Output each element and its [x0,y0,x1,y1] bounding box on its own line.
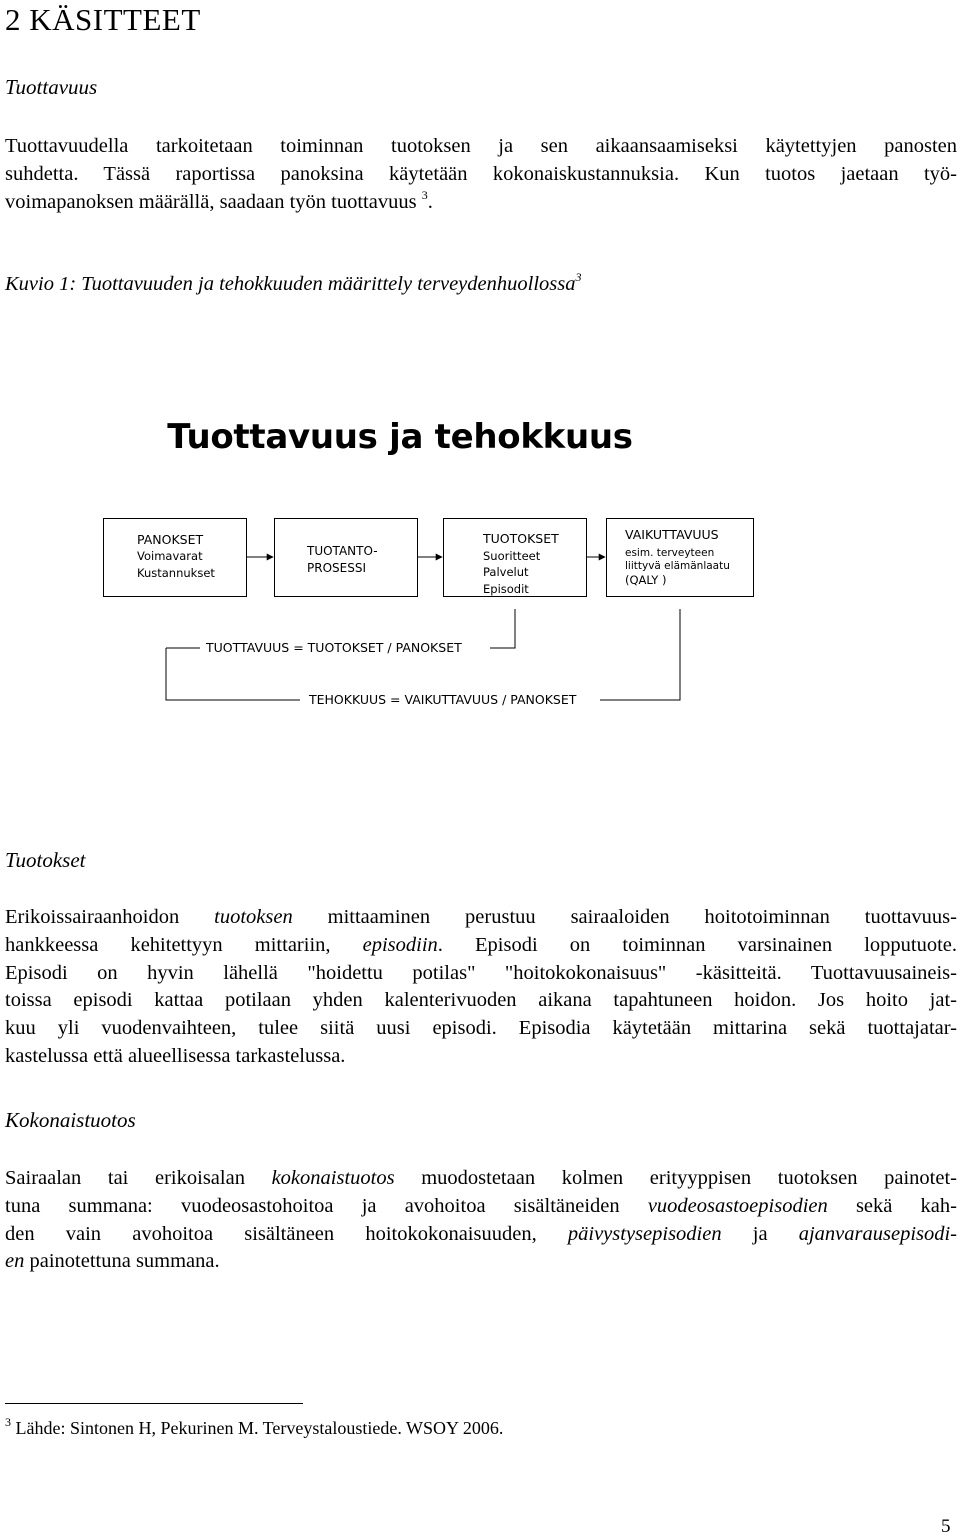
connector-efficiency-left [166,648,300,700]
box-tuotokset-heading: TUOTOKSET [483,531,559,546]
paragraph-line-text: voimapanoksen määrällä, saadaan työn tuottavuus [5,190,417,213]
box-panokset-line: Voimavarat [137,549,203,563]
box-vaikuttavuus-heading: VAIKUTTAVUUS [625,527,719,542]
figure-caption-ref: 3 [575,270,582,284]
paragraph-line [5,1248,957,1276]
footnote-rule [5,1403,303,1404]
footnote-number: 3 [5,1415,11,1429]
emphasis: kokonaistuotos [271,1167,395,1189]
section-title-tuotokset: Tuotokset [5,848,86,872]
text-run: painotettuna summana. [24,1250,220,1273]
paragraph-kokonaistuotos [5,1165,957,1276]
paragraph-line: kuu yli vuodenvaihteen, tulee siitä uusi episodi. Episodia käytetään mittarina sekä tuottajatar- [5,1017,957,1040]
box-tuotokset-line: Palvelut [483,565,529,579]
box-panokset-heading: PANOKSET [137,532,204,547]
box-vaikuttavuus-line: (QALY ) [625,573,667,587]
page-number: 5 [941,1516,951,1537]
text-run: . Episodi on toiminnan varsinainen lopputuote. [437,933,958,956]
paragraph-line: Tuottavuudella tarkoitetaan toiminnan tuotoksen ja sen aikaansaamiseksi käytettyjen panosten [5,135,957,157]
paragraph-line: toissa episodi kattaa potilaan yhden kalenterivuoden aikana tapahtuneen hoidon. Jos hoito jat- [5,989,957,1012]
text-run: sekä kah- [827,1194,957,1217]
box-vaikuttavuus-line: liittyvä elämänlaatu [625,560,730,572]
box-tuotantoprosessi-line: TUOTANTO- [307,544,378,558]
formula-productivity: TUOTTAVUUS = TUOTOKSET / PANOKSET [206,640,462,655]
box-tuotokset-line: Episodit [483,581,529,596]
emphasis: vuodeosastoepisodien [647,1194,828,1217]
text-run: ja [721,1222,799,1245]
text-run: Sairaalan tai erikoisalan [5,1167,272,1189]
paragraph-line: Episodi on hyvin lähellä "hoidettu potilas" "hoitokokonaisuus" -käsitteitä. Tuottavuusaineis- [5,961,957,984]
section-title-tuottavuus: Tuottavuus [5,75,98,99]
diagram-connectors [0,0,960,760]
box-vaikuttavuus-line: esim. terveyteen [625,547,715,559]
text-run: hankkeessa kehitettyyn mittariin, [5,933,363,956]
paragraph-line [5,932,957,960]
emphasis: tuotoksen [214,906,293,928]
chapter-heading: 2 KÄSITTEET [5,2,201,37]
connector-efficiency-right [600,609,680,700]
paragraph-tuotokset [5,904,957,1071]
connector-productivity-right [490,609,515,648]
figure-caption-text: Kuvio 1: Tuottavuuden ja tehokkuuden määrittely terveydenhuollossa [5,273,576,295]
text-run: den vain avohoitoa sisältäneen hoitokokonaisuuden, [5,1222,568,1245]
box-tuotantoprosessi-line: PROSESSI [307,561,366,575]
emphasis: päivystysepisodien [567,1222,722,1245]
emphasis: en [5,1250,25,1273]
sentence-end: . [427,190,433,213]
text-run: mittaaminen perustuu sairaaloiden hoitotoiminnan tuottavuus- [292,906,957,928]
paragraph-line [5,904,957,932]
text-run: Erikoissairaanhoidon [5,906,215,928]
section-title-kokonaistuotos: Kokonaistuotos [5,1108,136,1132]
emphasis: episodiin [362,933,438,956]
paragraph-line [5,1221,957,1249]
box-tuotokset-line: Suoritteet [483,548,541,563]
diagram-title: Tuottavuus ja tehokkuus [167,417,633,457]
text-run: muodostetaan kolmen erityyppisen tuotoksen painotet- [394,1167,957,1189]
paragraph-line: suhdetta. Tässä raportissa panoksina käytetään kokonaiskustannuksia. Kun tuotos jaetaan työ- [5,162,957,185]
text-run: tuna summana: vuodeosastohoitoa ja avohoitoa sisältäneiden [5,1194,648,1217]
formula-efficiency: TEHOKKUUS = VAIKUTTAVUUS / PANOKSET [309,692,577,707]
box-panokset-line: Kustannukset [137,566,215,580]
paragraph-line [5,1165,957,1193]
footnote [5,1415,504,1439]
reference-marker: 3 [421,187,428,202]
emphasis: ajanvarausepisodi- [798,1222,958,1245]
footnote-text: Lähde: Sintonen H, Pekurinen M. Terveystaloustiede. WSOY 2006. [15,1418,504,1438]
paragraph-line [5,1193,957,1221]
paragraph-line: kastelussa että alueellisessa tarkastelussa. [5,1044,346,1067]
